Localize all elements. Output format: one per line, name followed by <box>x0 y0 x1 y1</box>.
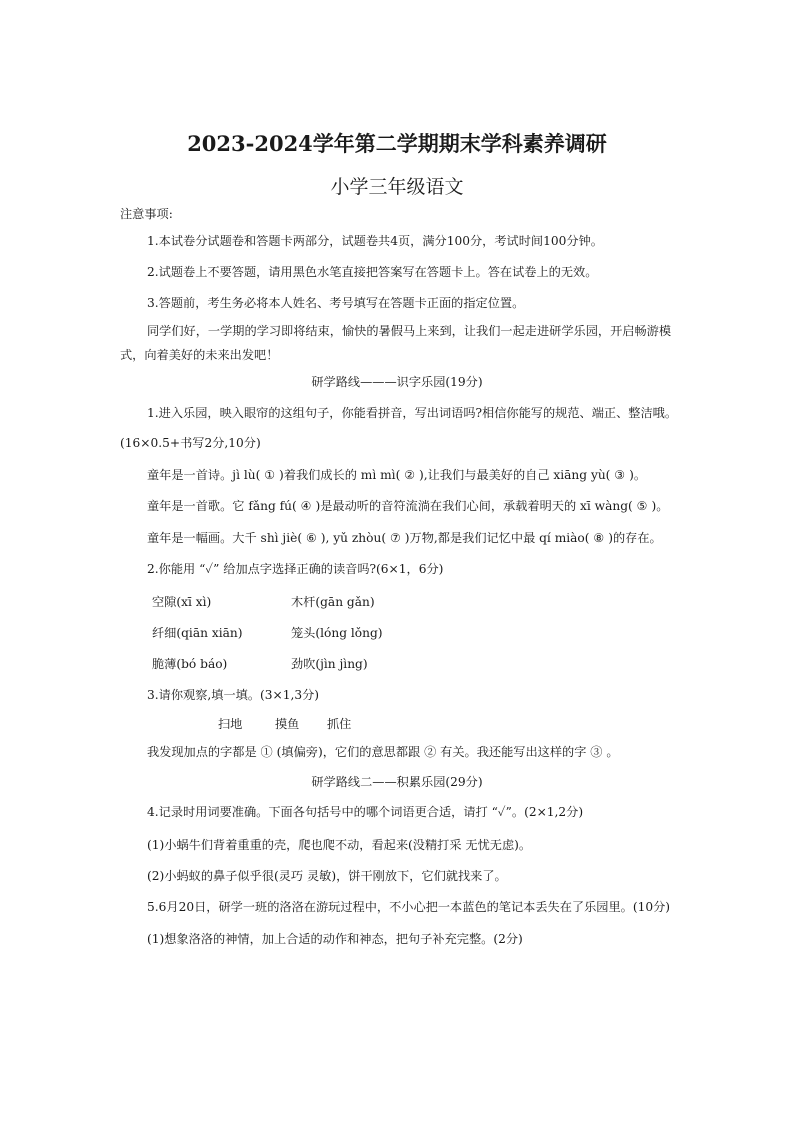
intro-line: 同学们好，一学期的学习即将结束，愉快的暑假马上来到，让我们一起走进研学乐园，开启畅游模 <box>147 324 672 338</box>
question-1-sentence: 童年是一首歌。它 fǎng fú( ④ )是最动听的音符流淌在我们心间，承载着明天的 xī wàng( ⑤ )。 <box>147 499 669 513</box>
question-4-prompt: 4.记录时用词要准确。下面各句括号中的哪个词语更合适，请打 “✓”。(2×1,2分) <box>147 805 584 819</box>
pinyin-choice: 脆薄(bó báo) <box>152 657 228 671</box>
notice-item: 2.试题卷上不要答题，请用黑色水笔直接把答案写在答题卡上。答在试卷上的无效。 <box>147 265 598 279</box>
section1-heading: 研学路线———识字乐园(19分) <box>311 375 483 389</box>
question-1-score: (16×0.5+书写2分,10分) <box>120 436 261 450</box>
pinyin-choice: 劲吹(jìn jìng) <box>291 657 368 671</box>
question-4-item: (2)小蚂蚁的鼻子似乎很(灵巧 灵敏)，饼干刚放下，它们就找来了。 <box>147 869 507 883</box>
question-2-prompt: 2.你能用 “✓” 给加点字选择正确的读音吗?(6×1，6分) <box>147 562 444 576</box>
pinyin-choice: 木杆(gān gǎn) <box>291 595 375 609</box>
question-1-sentence: 童年是一幅画。大千 shì jiè( ⑥ ), yǔ zhòu( ⑦ )万物,都是我们记忆中最 qí miào( ⑧ )的存在。 <box>147 531 662 545</box>
exam-title: 2023-2024学年第二学期期末学科素养调研 <box>187 131 607 156</box>
word-item: 扫地 <box>218 717 243 731</box>
question-3-answer: 我发现加点的字都是 ① (填偏旁)，它们的意思都跟 ② 有关。我还能写出这样的字 ③ 。 <box>147 745 619 759</box>
intro-line: 式，向着美好的未来出发吧！ <box>120 348 279 362</box>
question-5-item: (1)想象洛洛的神情，加上合适的动作和神态，把句子补充完整。(2分) <box>147 932 523 946</box>
pinyin-choice: 空隙(xī xì) <box>152 595 212 609</box>
section2-heading: 研学路线二——积累乐园(29分) <box>311 775 483 789</box>
question-3-prompt: 3.请你观察,填一填。(3×1,3分) <box>147 688 320 702</box>
question-1-sentence: 童年是一首诗。jì lù( ① )着我们成长的 mì mì( ② ),让我们与最美好的自己 xiāng yù( ③ )。 <box>147 468 647 482</box>
question-5-prompt: 5.6月20日，研学一班的洛洛在游玩过程中，不小心把一本蓝色的笔记本丢失在了乐园里。(10分) <box>147 900 671 914</box>
word-item: 摸鱼 <box>275 717 300 731</box>
question-1-prompt: 1.进入乐园，映入眼帘的这组句子，你能看拼音，写出词语吗?相信你能写的规范、端正、整洁哦。 <box>147 406 678 420</box>
pinyin-choice: 笼头(lóng lǒng) <box>291 626 383 640</box>
pinyin-choice: 纤细(qiān xiān) <box>152 626 243 640</box>
notice-item: 1.本试卷分试题卷和答题卡两部分，试题卷共4页，满分100分，考试时间100分钟。 <box>147 234 603 248</box>
notice-heading: 注意事项: <box>120 207 173 221</box>
question-4-item: (1)小蜗牛们背着重重的壳，爬也爬不动，看起来(没精打采 无忧无虑)。 <box>147 838 532 852</box>
word-item: 抓住 <box>327 717 352 731</box>
notice-item: 3.答题前，考生务必将本人姓名、考号填写在答题卡正面的指定位置。 <box>147 296 525 310</box>
exam-subtitle: 小学三年级语文 <box>330 176 464 198</box>
